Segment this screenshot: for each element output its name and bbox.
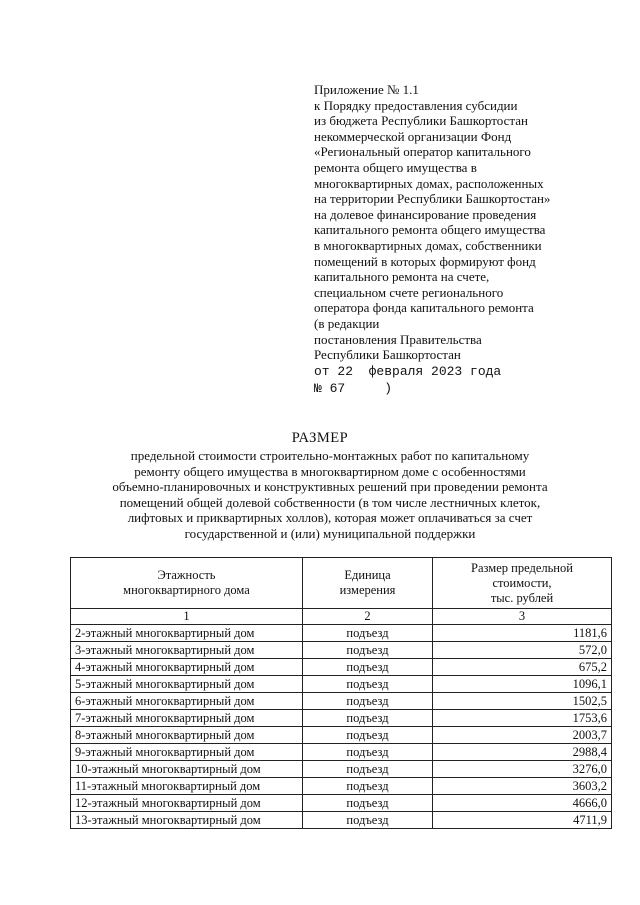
floors-cell: 3-этажный многоквартирный дом <box>71 642 303 659</box>
column-number: 1 <box>71 609 303 625</box>
floors-cell: 2-этажный многоквартирный дом <box>71 625 303 642</box>
table-row <box>71 642 612 659</box>
subtitle-line: помещений общей долевой собственности (в том числе лестничных клеток, <box>119 494 541 510</box>
document-title: РАЗМЕР <box>291 430 349 446</box>
table-body <box>71 625 612 829</box>
column-number: 2 <box>303 609 433 625</box>
cost-cell: 3603,2 <box>433 778 612 795</box>
appendix-line: некоммерческой организации Фонд <box>314 128 512 144</box>
appendix-line: специальном счете регионального <box>314 284 504 300</box>
document-subtitle <box>80 448 580 542</box>
table-row <box>71 625 612 642</box>
unit-cell: подъезд <box>303 727 433 744</box>
header-unit: Единица измерения <box>303 558 433 609</box>
table-row <box>71 812 612 829</box>
header-cost: Размер предельной стоимости, тыс. рублей <box>433 558 612 609</box>
cost-table <box>70 557 612 829</box>
subtitle-line: предельной стоимости строительно-монтажных работ по капитальному <box>130 448 530 463</box>
subtitle-line: объемно-планировочных и конструктивных решений при проведении ремонта <box>112 479 548 495</box>
table-row <box>71 795 612 812</box>
appendix-line: Республики Башкортостан <box>314 347 461 363</box>
subtitle-line: государственной и (или) муниципальной поддержки <box>184 525 476 541</box>
appendix-line: на долевое финансирование проведения <box>314 206 537 222</box>
subtitle-line: ремонту общего имущества в многоквартирном доме с особенностями <box>134 463 526 479</box>
appendix-number-line: № 67 ) <box>314 380 393 396</box>
appendix-line: в многоквартирных домах, собственники <box>314 237 542 253</box>
table-row <box>71 727 612 744</box>
appendix-line: из бюджета Республики Башкортостан <box>314 113 528 129</box>
appendix-line: оператора фонда капитального ремонта <box>314 300 534 316</box>
cost-cell: 1502,5 <box>433 693 612 710</box>
floors-cell: 10-этажный многоквартирный дом <box>71 761 303 778</box>
appendix-line: «Региональный оператор капитального <box>314 144 531 160</box>
floors-cell: 7-этажный многоквартирный дом <box>71 710 303 727</box>
appendix-line: ремонта общего имущества в <box>314 159 477 175</box>
floors-cell: 9-этажный многоквартирный дом <box>71 744 303 761</box>
floors-cell: 8-этажный многоквартирный дом <box>71 727 303 744</box>
table-row <box>71 659 612 676</box>
cost-cell: 3276,0 <box>433 761 612 778</box>
unit-cell: подъезд <box>303 795 433 812</box>
appendix-line: Приложение № 1.1 <box>314 82 419 97</box>
floors-cell: 13-этажный многоквартирный дом <box>71 812 303 829</box>
subtitle-line: лифтовых и приквартирных холлов), которая может оплачиваться за счет <box>127 510 533 526</box>
table-row <box>71 744 612 761</box>
cost-cell: 1753,6 <box>433 710 612 727</box>
table-row <box>71 693 612 710</box>
unit-cell: подъезд <box>303 778 433 795</box>
table-row <box>71 676 612 693</box>
cost-cell: 4711,9 <box>433 812 612 829</box>
unit-cell: подъезд <box>303 693 433 710</box>
unit-cell: подъезд <box>303 625 433 642</box>
floors-cell: 6-этажный многоквартирный дом <box>71 693 303 710</box>
cost-cell: 2003,7 <box>433 727 612 744</box>
appendix-line: (в редакции <box>314 315 380 331</box>
floors-cell: 4-этажный многоквартирный дом <box>71 659 303 676</box>
cost-cell: 4666,0 <box>433 795 612 812</box>
unit-cell: подъезд <box>303 744 433 761</box>
table-row <box>71 761 612 778</box>
appendix-line: капитального ремонта общего имущества <box>314 222 546 238</box>
appendix-line: помещений в которых формируют фонд <box>314 253 536 269</box>
table-row <box>71 710 612 727</box>
unit-cell: подъезд <box>303 659 433 676</box>
column-number: 3 <box>433 609 612 625</box>
cost-cell: 1181,6 <box>433 625 612 642</box>
floors-cell: 11-этажный многоквартирный дом <box>71 778 303 795</box>
unit-cell: подъезд <box>303 676 433 693</box>
appendix-line: к Порядку предоставления субсидии <box>314 97 518 113</box>
appendix-lines <box>314 82 614 363</box>
table-header-row <box>71 558 612 609</box>
floors-cell: 12-этажный многоквартирный дом <box>71 795 303 812</box>
column-number-row <box>71 609 612 625</box>
unit-cell: подъезд <box>303 710 433 727</box>
appendix-line: на территории Республики Башкортостан» <box>314 191 551 207</box>
appendix-line: постановления Правительства <box>314 331 482 347</box>
appendix-line: многоквартирных домах, расположенных <box>314 175 544 191</box>
cost-cell: 572,0 <box>433 642 612 659</box>
floors-cell: 5-этажный многоквартирный дом <box>71 676 303 693</box>
unit-cell: подъезд <box>303 642 433 659</box>
unit-cell: подъезд <box>303 812 433 829</box>
cost-cell: 1096,1 <box>433 676 612 693</box>
cost-cell: 2988,4 <box>433 744 612 761</box>
appendix-block <box>314 82 614 397</box>
unit-cell: подъезд <box>303 761 433 778</box>
appendix-date-line: от 22 февраля 2023 года <box>314 363 502 379</box>
appendix-line: капитального ремонта на счете, <box>314 269 490 285</box>
cost-cell: 675,2 <box>433 659 612 676</box>
table-row <box>71 778 612 795</box>
header-floors: Этажность многоквартирного дома <box>71 558 303 609</box>
